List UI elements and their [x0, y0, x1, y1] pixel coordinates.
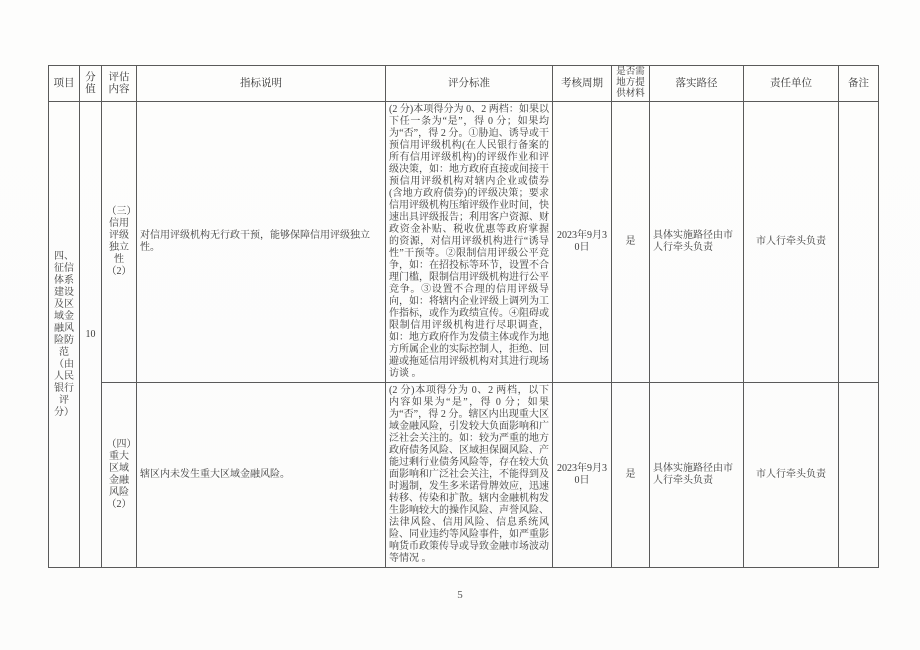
- cell-note: [839, 102, 879, 383]
- table-row: [49, 102, 879, 383]
- header-project: 项目: [49, 66, 80, 102]
- table-row: [49, 383, 879, 568]
- cell-unit: 市人行牵头负责: [744, 102, 839, 383]
- cell-content: （四）重大区域金融风险（2）: [102, 383, 137, 568]
- header-standard: 评分标准: [386, 66, 553, 102]
- header-unit: 责任单位: [744, 66, 839, 102]
- header-material: 是否需地方提供材料: [612, 66, 650, 102]
- header-period: 考核周期: [553, 66, 612, 102]
- cell-standard: (2 分)本项得分为 0、2 两档，以下 内容如果为“是”，得 0 分；如果为“否”，得 2 分。辖区内出现重大区域金融风险，引发较大负面影响和广泛社会关注的。如：较为严重的地方政府债务风险、区域担保圈风险、产能过剩行业债务风险等，存在较大负面影响和广泛社会关注，不能得到及 时遏制，发生多米诺骨牌效应，迅速 转移、传染和扩散。辖内金融机构发生影响较大的操作风险、声誉风险、 法律风险、信用风险、信息系统风险、同业违约等风险事件，如严重影响货币政策传导或导致金融市场波动等情况 。: [386, 383, 553, 568]
- evaluation-table: [48, 65, 879, 568]
- cell-project-name: 四、征信体系建设及区域金融风险防范（由人民银行评分）: [49, 102, 80, 568]
- cell-material: 是: [612, 383, 650, 568]
- cell-content: （三）信用评级独立性（2）: [102, 102, 137, 383]
- cell-period: 2023年9月30日: [553, 102, 612, 383]
- cell-indicator: 辖区内未发生重大区域金融风险。: [137, 383, 386, 568]
- header-score: 分值: [80, 66, 102, 102]
- cell-material: 是: [612, 102, 650, 383]
- cell-standard: (2 分)本项得分为 0、2 两档：如果以下任一条为“是”，得 0 分；如果均为“否”，得 2 分。①胁迫、诱导或干预信用评级机构(在人民银行备案的所有信用评级机构)的评级作业和评级决策，如：地方政府直接或间接干预信用评级机构对辖内企业或债券(含地方政府债券)的评级决策；要求信用评级机构压缩评级作业时间，快速出具评级报告；利用客户资源、财政资金补贴、税收优惠等政府掌握 的资源，对信用评级机构进行“诱导性”干预等。②限制信用评级公平竞 争，如：在招投标等环节，设置不合理门槛，限制信用评级机构进行公平 竞争。③设置不合理的信用评级导 向，如：将辖内企业评级上调列为工 作指标，或作为政绩宣传。④阻碍或限制信用评级机构进行尽职调查， 如：地方政府作为发债主体或作为地方所属企业的实际控制人，拒绝、回避或拖延信用评级机构对其进行现场访谈 。: [386, 102, 553, 383]
- header-note: 备注: [839, 66, 879, 102]
- header-content: 评估内容: [102, 66, 137, 102]
- cell-note: [839, 383, 879, 568]
- cell-project-score: 10: [80, 102, 102, 568]
- header-path: 落实路径: [650, 66, 744, 102]
- cell-period: 2023年9月30日: [553, 383, 612, 568]
- header-indicator: 指标说明: [137, 66, 386, 102]
- table-header-row: [49, 66, 879, 102]
- cell-unit: 市人行牵头负责: [744, 383, 839, 568]
- cell-path: 具体实施路径由市人行牵头负责: [650, 102, 744, 383]
- cell-path: 具体实施路径由市人行牵头负责: [650, 383, 744, 568]
- page-number: 5: [457, 589, 463, 601]
- cell-indicator: 对信用评级机构无行政干预，能够保障信用评级独立性。: [137, 102, 386, 383]
